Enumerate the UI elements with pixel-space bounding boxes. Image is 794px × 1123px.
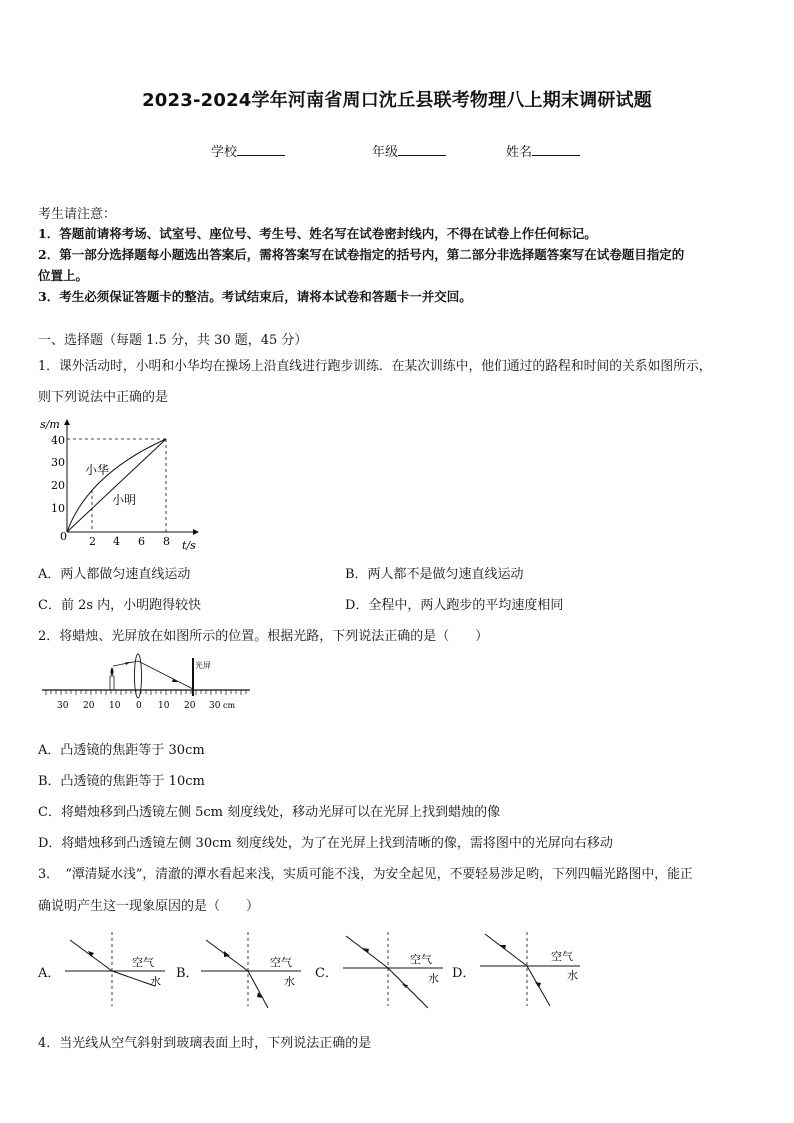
q3-diagram-c[interactable] <box>338 930 448 1010</box>
q3-option-c-letter[interactable]: C． <box>315 966 338 981</box>
ruler-ticks <box>46 690 246 695</box>
scale-label: 20 <box>83 701 95 711</box>
scale-label: 10 <box>158 701 170 711</box>
y-tick: 20 <box>51 479 65 492</box>
scale-unit: cm <box>223 701 236 710</box>
school-field[interactable] <box>211 141 285 160</box>
question-3-text: 3． “潭清疑水浅”，清澈的潭水看起来浅，实质可能不浅，为安全起见，不要轻易涉足哟，下列四幅光路图中，能正 <box>38 867 693 882</box>
light-ray <box>138 661 193 689</box>
notice-heading: 考生请注意： <box>38 207 117 222</box>
x-tick: 2 <box>89 535 96 548</box>
origin-label: 0 <box>60 530 67 543</box>
scale-label: 30 <box>209 701 221 711</box>
q1-distance-time-graph <box>36 412 211 554</box>
air-label: 空气 <box>410 953 432 966</box>
q1-option-d[interactable]: D．全程中，两人跑步的平均速度相同 <box>345 598 564 613</box>
ray-arrow-icon <box>499 945 506 949</box>
q3-diagram-d[interactable] <box>475 930 585 1010</box>
y-tick: 40 <box>51 434 65 447</box>
grade-blank[interactable] <box>398 143 446 156</box>
notice-item: 2．第一部分选择题每小题选出答案后，需将答案写在试卷指定的括号内，第二部分非选择题答案写在试卷题目指定的 <box>38 247 685 262</box>
grade-label: 年级 <box>372 145 399 160</box>
candle-icon <box>110 676 114 690</box>
name-field[interactable] <box>506 141 580 160</box>
y-tick: 30 <box>51 456 65 469</box>
question-4-text: 4．当光线从空气斜射到玻璃表面上时，下列说法正确的是 <box>38 1036 372 1051</box>
q1-option-b[interactable]: B．两人都不是做匀速直线运动 <box>345 567 524 582</box>
name-label: 姓名 <box>506 145 533 160</box>
notice-item: 1．答题前请将考场、试室号、座位号、考生号、姓名写在试卷密封线内，不得在试卷上作任何标记。 <box>38 226 597 241</box>
water-label: 水 <box>428 972 439 985</box>
ray-arrow-icon <box>535 982 541 988</box>
ray-arrow-icon <box>125 662 130 665</box>
x-tick: 4 <box>113 535 120 548</box>
q3-option-b-letter[interactable]: B． <box>176 966 199 981</box>
page-title: 2023-2024学年河南省周口沈丘县联考物理八上期末调研试题 <box>142 90 652 111</box>
candle-flame-icon <box>111 667 114 676</box>
school-label: 学校 <box>211 145 238 160</box>
question-2-text: 2．将蜡烛、光屏放在如图所示的位置。根据光路，下列说法正确的是（ ） <box>38 629 489 644</box>
q2-option-b[interactable]: B．凸透镜的焦距等于 10cm <box>38 774 205 789</box>
q2-optical-bench-figure <box>38 652 258 714</box>
grade-field[interactable] <box>372 141 446 160</box>
q1-option-c[interactable]: C．前 2s 内，小明跑得较快 <box>38 598 202 613</box>
q3-diagram-a[interactable] <box>60 930 170 1010</box>
q3-diagram-b[interactable] <box>196 930 306 1010</box>
series-xiaoming-line <box>67 439 166 532</box>
q2-option-a[interactable]: A．凸透镜的焦距等于 30cm <box>38 743 205 758</box>
convex-lens-icon <box>135 654 142 698</box>
y-tick: 10 <box>51 502 65 515</box>
scale-label: 20 <box>184 701 196 711</box>
name-blank[interactable] <box>532 143 580 156</box>
water-label: 水 <box>150 975 161 988</box>
x-tick: 6 <box>138 535 145 548</box>
question-1-text-cont: 则下列说法中正确的是 <box>38 390 169 405</box>
scale-label: 0 <box>136 701 142 711</box>
water-label: 水 <box>567 969 578 982</box>
label-xiaohua: 小华 <box>85 463 110 477</box>
section-heading: 一、选择题（每题 1.5 分，共 30 题，45 分） <box>38 333 308 348</box>
school-blank[interactable] <box>237 143 285 156</box>
notice-item: 位置上。 <box>38 268 89 283</box>
water-label: 水 <box>284 975 295 988</box>
air-label: 空气 <box>270 956 292 969</box>
question-3-text-cont: 确说明产生这一现象原因的是（ ） <box>38 899 260 914</box>
light-ray <box>112 971 155 986</box>
ray-arrow-icon <box>362 948 369 953</box>
q2-option-d[interactable]: D．将蜡烛移到凸透镜左侧 30cm 刻度线处，为了在光屏上找到清晰的像，需将图中的光屏向右移动 <box>38 836 613 851</box>
q3-option-a-letter[interactable]: A． <box>38 966 61 981</box>
y-axis-label: s/m <box>40 418 60 431</box>
air-label: 空气 <box>132 956 154 969</box>
screen-label: 光屏 <box>195 661 211 670</box>
q3-option-d-letter[interactable]: D． <box>452 966 476 981</box>
light-ray <box>388 968 428 1008</box>
x-tick: 8 <box>163 535 170 548</box>
question-1-text: 1．课外活动时，小明和小华均在操场上沿直线进行跑步训练．在某次训练中，他们通过的路程和时间的关系如图所示， <box>38 359 712 374</box>
x-axis-label: t/s <box>182 539 196 552</box>
scale-label: 30 <box>57 701 69 711</box>
air-label: 空气 <box>551 950 573 963</box>
notice-item: 3．考生必须保证答题卡的整洁。考试结束后，请将本试卷和答题卡一并交回。 <box>38 289 472 304</box>
ray-arrow-icon <box>224 951 230 957</box>
q1-option-a[interactable]: A．两人都做匀速直线运动 <box>38 567 191 582</box>
light-ray <box>485 934 527 966</box>
label-xiaoming: 小明 <box>112 493 137 507</box>
scale-label: 10 <box>109 701 121 711</box>
q2-option-c[interactable]: C．将蜡烛移到凸透镜左侧 5cm 刻度线处，移动光屏可以在光屏上找到蜡烛的像 <box>38 805 501 820</box>
light-ray <box>248 971 268 1008</box>
